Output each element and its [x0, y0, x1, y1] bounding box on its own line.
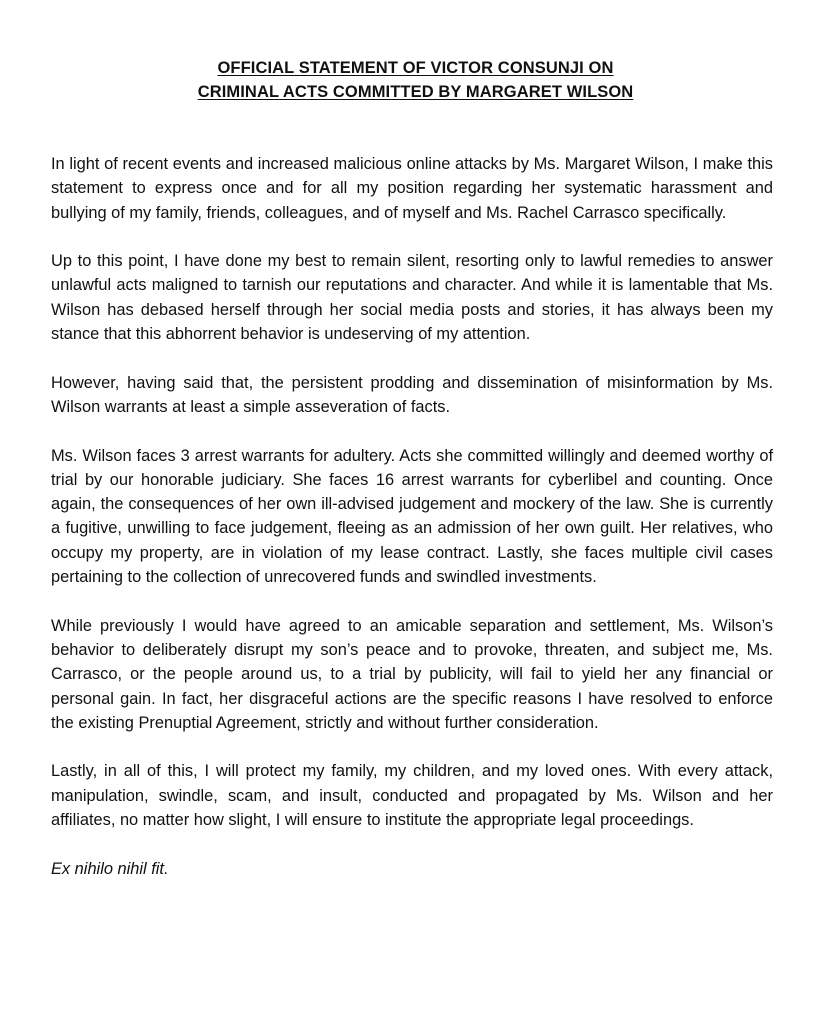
statement-title: [0, 56, 831, 104]
closing-motto: Ex nihilo nihil fit.: [51, 859, 169, 878]
paragraph-asseveration: However, having said that, the persistent prodding and dissemination of misinformation by Ms. Wilson warrants at least a simple asseveration of facts.: [51, 373, 773, 416]
paragraph-protection: Lastly, in all of this, I will protect my family, my children, and my loved ones. With every attack, manipulation, swindle, scam, and insult, conducted and propagated by Ms. Wilson and her affiliates, no matter how slight, I will ensure to institute the appropriate legal proceedings.: [51, 762, 773, 830]
paragraph-warrants: Ms. Wilson faces 3 arrest warrants for adultery. Acts she committed willingly and deemed worthy of trial by our honorable judiciary. She faces 16 arrest warrants for cyberlibel and counting. Once again, the consequences of her own ill-advised judgement and mockery of the law. She is currently a fugitive, unwilling to face judgement, fleeing as an admission of her own guilt. Her relatives, who occupy my property, are in violation of my lease contract. Lastly, she faces multiple civil cases pertaining to the collection of unrecovered funds and swindled investments.: [51, 446, 773, 587]
paragraph-silence: Up to this point, I have done my best to remain silent, resorting only to lawful remedies to answer unlawful acts maligned to tarnish our reputations and character. And while it is lamentable that Ms. Wilson has debased herself through her social media posts and stories, it has always been my stance that this abhorrent behavior is undeserving of my attention.: [51, 252, 773, 344]
paragraph-prenuptial: While previously I would have agreed to an amicable separation and settlement, Ms. Wilson’s behavior to deliberately disrupt my son’s peace and to provoke, threaten, and subject me, Ms. Carrasco, or the people around us, to a trial by publicity, will fail to yield her any financial or personal gain. In fact, her disgraceful actions are the specific reasons I have resolved to enforce the existing Prenuptial Agreement, strictly and without further consideration.: [51, 616, 773, 732]
title-line-1: OFFICIAL STATEMENT OF VICTOR CONSUNJI ON: [217, 59, 614, 77]
title-line-2: CRIMINAL ACTS COMMITTED BY MARGARET WILSON: [197, 83, 634, 101]
statement-body: [51, 152, 773, 905]
paragraph-intro: In light of recent events and increased malicious online attacks by Ms. Margaret Wilson, I make this statement to express once and for all my position regarding her systematic harassment and bullying of my family, friends, colleagues, and of myself and Ms. Rachel Carrasco specifically.: [51, 155, 773, 222]
